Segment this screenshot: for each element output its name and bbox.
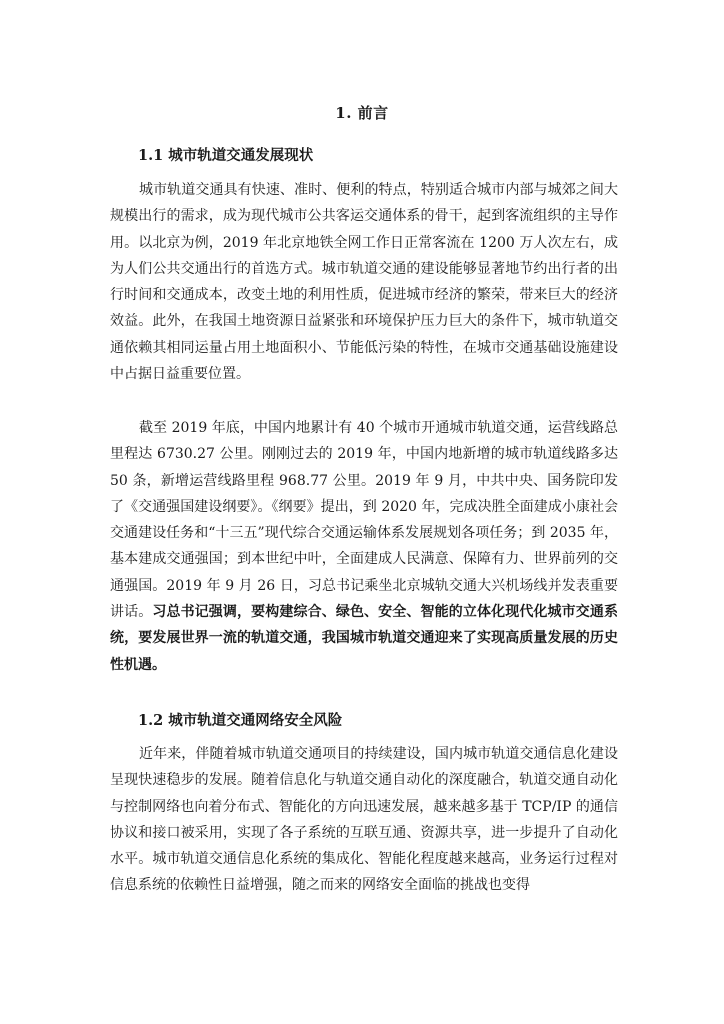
chapter-title: 1. 前言 bbox=[335, 104, 389, 122]
paragraph-text: 截至 2019 年底，中国内地累计有 40 个城市开通城市轨道交通，运营线路总里程达 6730.27 公里。刚刚过去的 2019 年，中国内地新增的城市轨道线路多达 50 条，新增运营线路里程 968.77 公里。2019 年 9 月，中共中央、国务院印发了《交通强国建设纲要》。《纲要》提出，到 2020 年，完成决胜全面建成小康社会交通建设任务和“十三五”现代综合交通运输体系发展规划各项任务；到 2035 年，基本建成交通强国；到本世纪中叶，全面建成人民满意、保障有力、世界前列的交通强国。2019 年 9 月 26 日，习总书记乘坐北京城轨交通大兴机场线并发表重要讲话。 bbox=[110, 420, 618, 621]
paragraph-network-statistics bbox=[110, 415, 618, 678]
paragraph-text: 近年来，伴随着城市轨道交通项目的持续建设，国内城市轨道交通信息化建设呈现快速稳步的发展。随着信息化与轨道交通自动化的深度融合，轨道交通自动化与控制网络也向着分布式、智能化的方向迅速发展，越来越多基于 TCP/IP 的通信协议和接口被采用，实现了各子系统的互联互通、资源共享，进一步提升了自动化水平。城市轨道交通信息化系统的集成化、智能化程度越来越高，业务运行过程对信息系统的依赖性日益增强，随之而来的网络安全面临的挑战也变得 bbox=[110, 746, 618, 894]
paragraph-emphasis: 习总书记强调，要构建综合、绿色、安全、智能的立体化现代化城市交通系统，要发展世界一流的轨道交通，我国城市轨道交通迎来了实现高质量发展的历史性机遇。 bbox=[110, 604, 618, 673]
section-heading-1-1: 1.1 城市轨道交通发展现状 bbox=[138, 147, 314, 164]
paragraph-security-risk bbox=[110, 741, 618, 899]
section-heading-1-2: 1.2 城市轨道交通网络安全风险 bbox=[138, 712, 343, 729]
paragraph-text: 城市轨道交通具有快速、准时、便利的特点，特别适合城市内部与城郊之间大规模出行的需求，成为现代城市公共客运交通体系的骨干，起到客流组织的主导作用。以北京为例，2019 年北京地铁全网工作日正常客流在 1200 万人次左右，成为人们公共交通出行的首选方式。城市轨道交通的建设能够显著地节约出行者的出行时间和交通成本，改变土地的利用性质，促进城市经济的繁荣，带来巨大的经济效益。此外，在我国土地资源日益紧张和环境保护压力巨大的条件下，城市轨道交通依赖其相同运量占用土地面积小、节能低污染的特性，在城市交通基础设施建设中占据日益重要位置。 bbox=[110, 182, 618, 383]
paragraph-development-status bbox=[110, 177, 618, 387]
